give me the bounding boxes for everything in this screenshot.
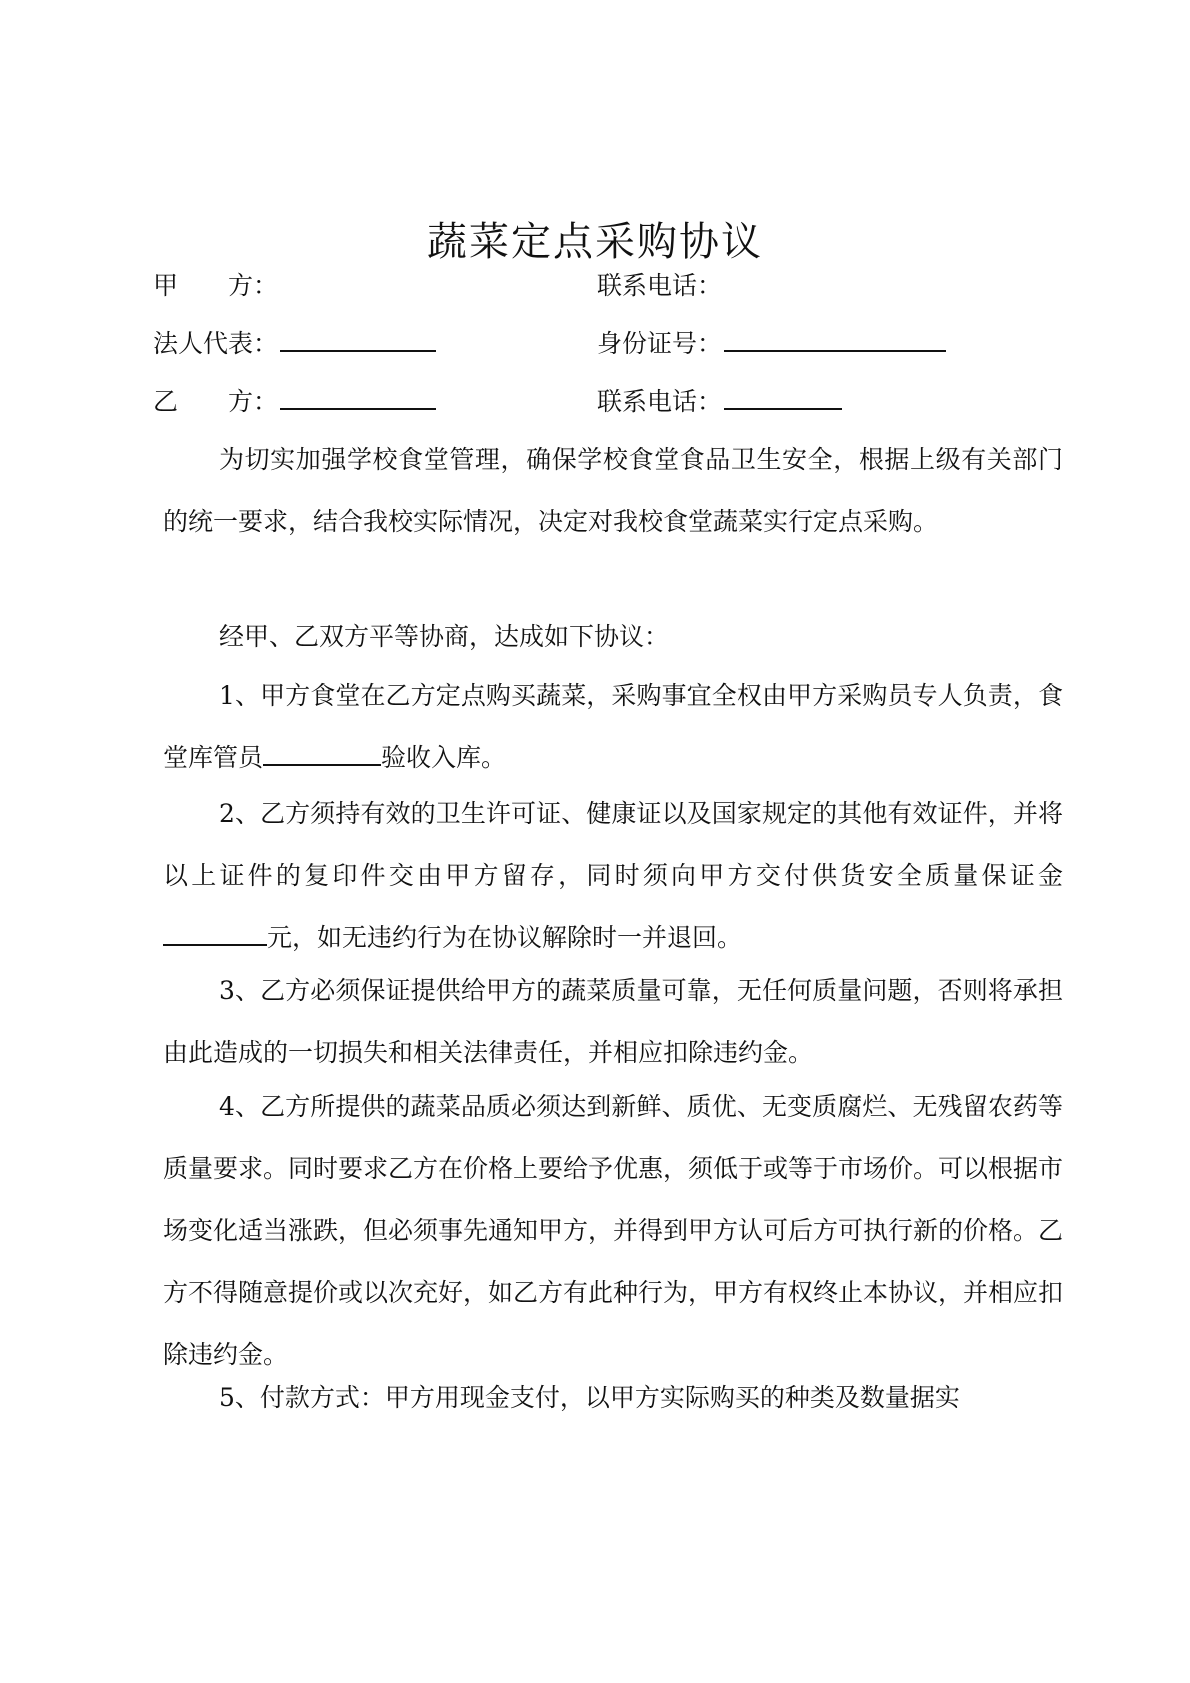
legal-rep-field <box>153 324 436 364</box>
party-b-phone-field <box>597 382 842 422</box>
party-b-phone-label: 联系电话： <box>597 387 723 416</box>
storekeeper-blank[interactable] <box>263 740 381 766</box>
paragraph-agreement: 经甲、乙双方平等协商，达成如下协议： <box>219 622 670 651</box>
paragraph-clause-1 <box>163 665 1063 789</box>
party-b-label: 乙 方： <box>153 387 279 416</box>
clause-2-text-a: 2、乙方须持有效的卫生许可证、健康证以及国家规定的其他有效证件，并将以上证件的复印件交由甲方留存，同时须向甲方交付供货安全质量保证金 <box>163 799 1063 890</box>
id-no-field <box>597 324 946 364</box>
paragraph-clause-4: 4、乙方所提供的蔬菜品质必须达到新鲜、质优、无变质腐烂、无残留农药等质量要求。同时要求乙方在价格上要给予优惠，须低于或等于市场价。可以根据市场变化适当涨跌，但必须事先通知甲方，并得到甲方认可后方可执行新的价格。乙方不得随意提价或以次充好，如乙方有此种行为，甲方有权终止本协议，并相应扣除违约金。 <box>163 1092 1064 1369</box>
paragraph-clause-2 <box>163 783 1063 969</box>
party-a-label: 甲 方： <box>153 271 279 300</box>
party-b-phone-blank[interactable] <box>724 382 842 410</box>
paragraph-intro: 为切实加强学校食堂管理，确保学校食堂食品卫生安全，根据上级有关部门的统一要求，结合我校实际情况，决定对我校食堂蔬菜实行定点采购。 <box>163 445 1063 536</box>
legal-rep-label: 法人代表： <box>153 329 279 358</box>
party-b-field <box>153 382 436 422</box>
paragraph-clause-5: 5、付款方式：甲方用现金支付，以甲方实际购买的种类及数量据实 <box>219 1383 960 1412</box>
id-no-label: 身份证号： <box>597 329 723 358</box>
paragraph-clause-3: 3、乙方必须保证提供给甲方的蔬菜质量可靠，无任何质量问题，否则将承担由此造成的一切损失和相关法律责任，并相应扣除违约金。 <box>163 976 1063 1067</box>
party-a-phone-field <box>597 266 722 306</box>
legal-rep-blank[interactable] <box>280 324 436 352</box>
field-row-party-a <box>0 266 1190 306</box>
clause-2-text-b: 元，如无违约行为在协议解除时一并退回。 <box>267 923 743 952</box>
clause-1-text-b: 验收入库。 <box>381 743 507 772</box>
field-row-legal-rep <box>0 324 1190 364</box>
page-title: 蔬菜定点采购协议 <box>427 219 763 265</box>
field-row-party-b <box>0 382 1190 422</box>
id-no-blank[interactable] <box>724 324 946 352</box>
party-a-phone-label: 联系电话： <box>597 271 723 300</box>
deposit-amount-blank[interactable] <box>163 920 267 946</box>
clause-1-text-a: 1、甲方食堂在乙方定点购买蔬菜，采购事宜全权由甲方采购员专人负责，食堂库管员 <box>163 681 1063 772</box>
party-b-blank[interactable] <box>280 382 436 410</box>
party-a-field <box>153 266 278 306</box>
